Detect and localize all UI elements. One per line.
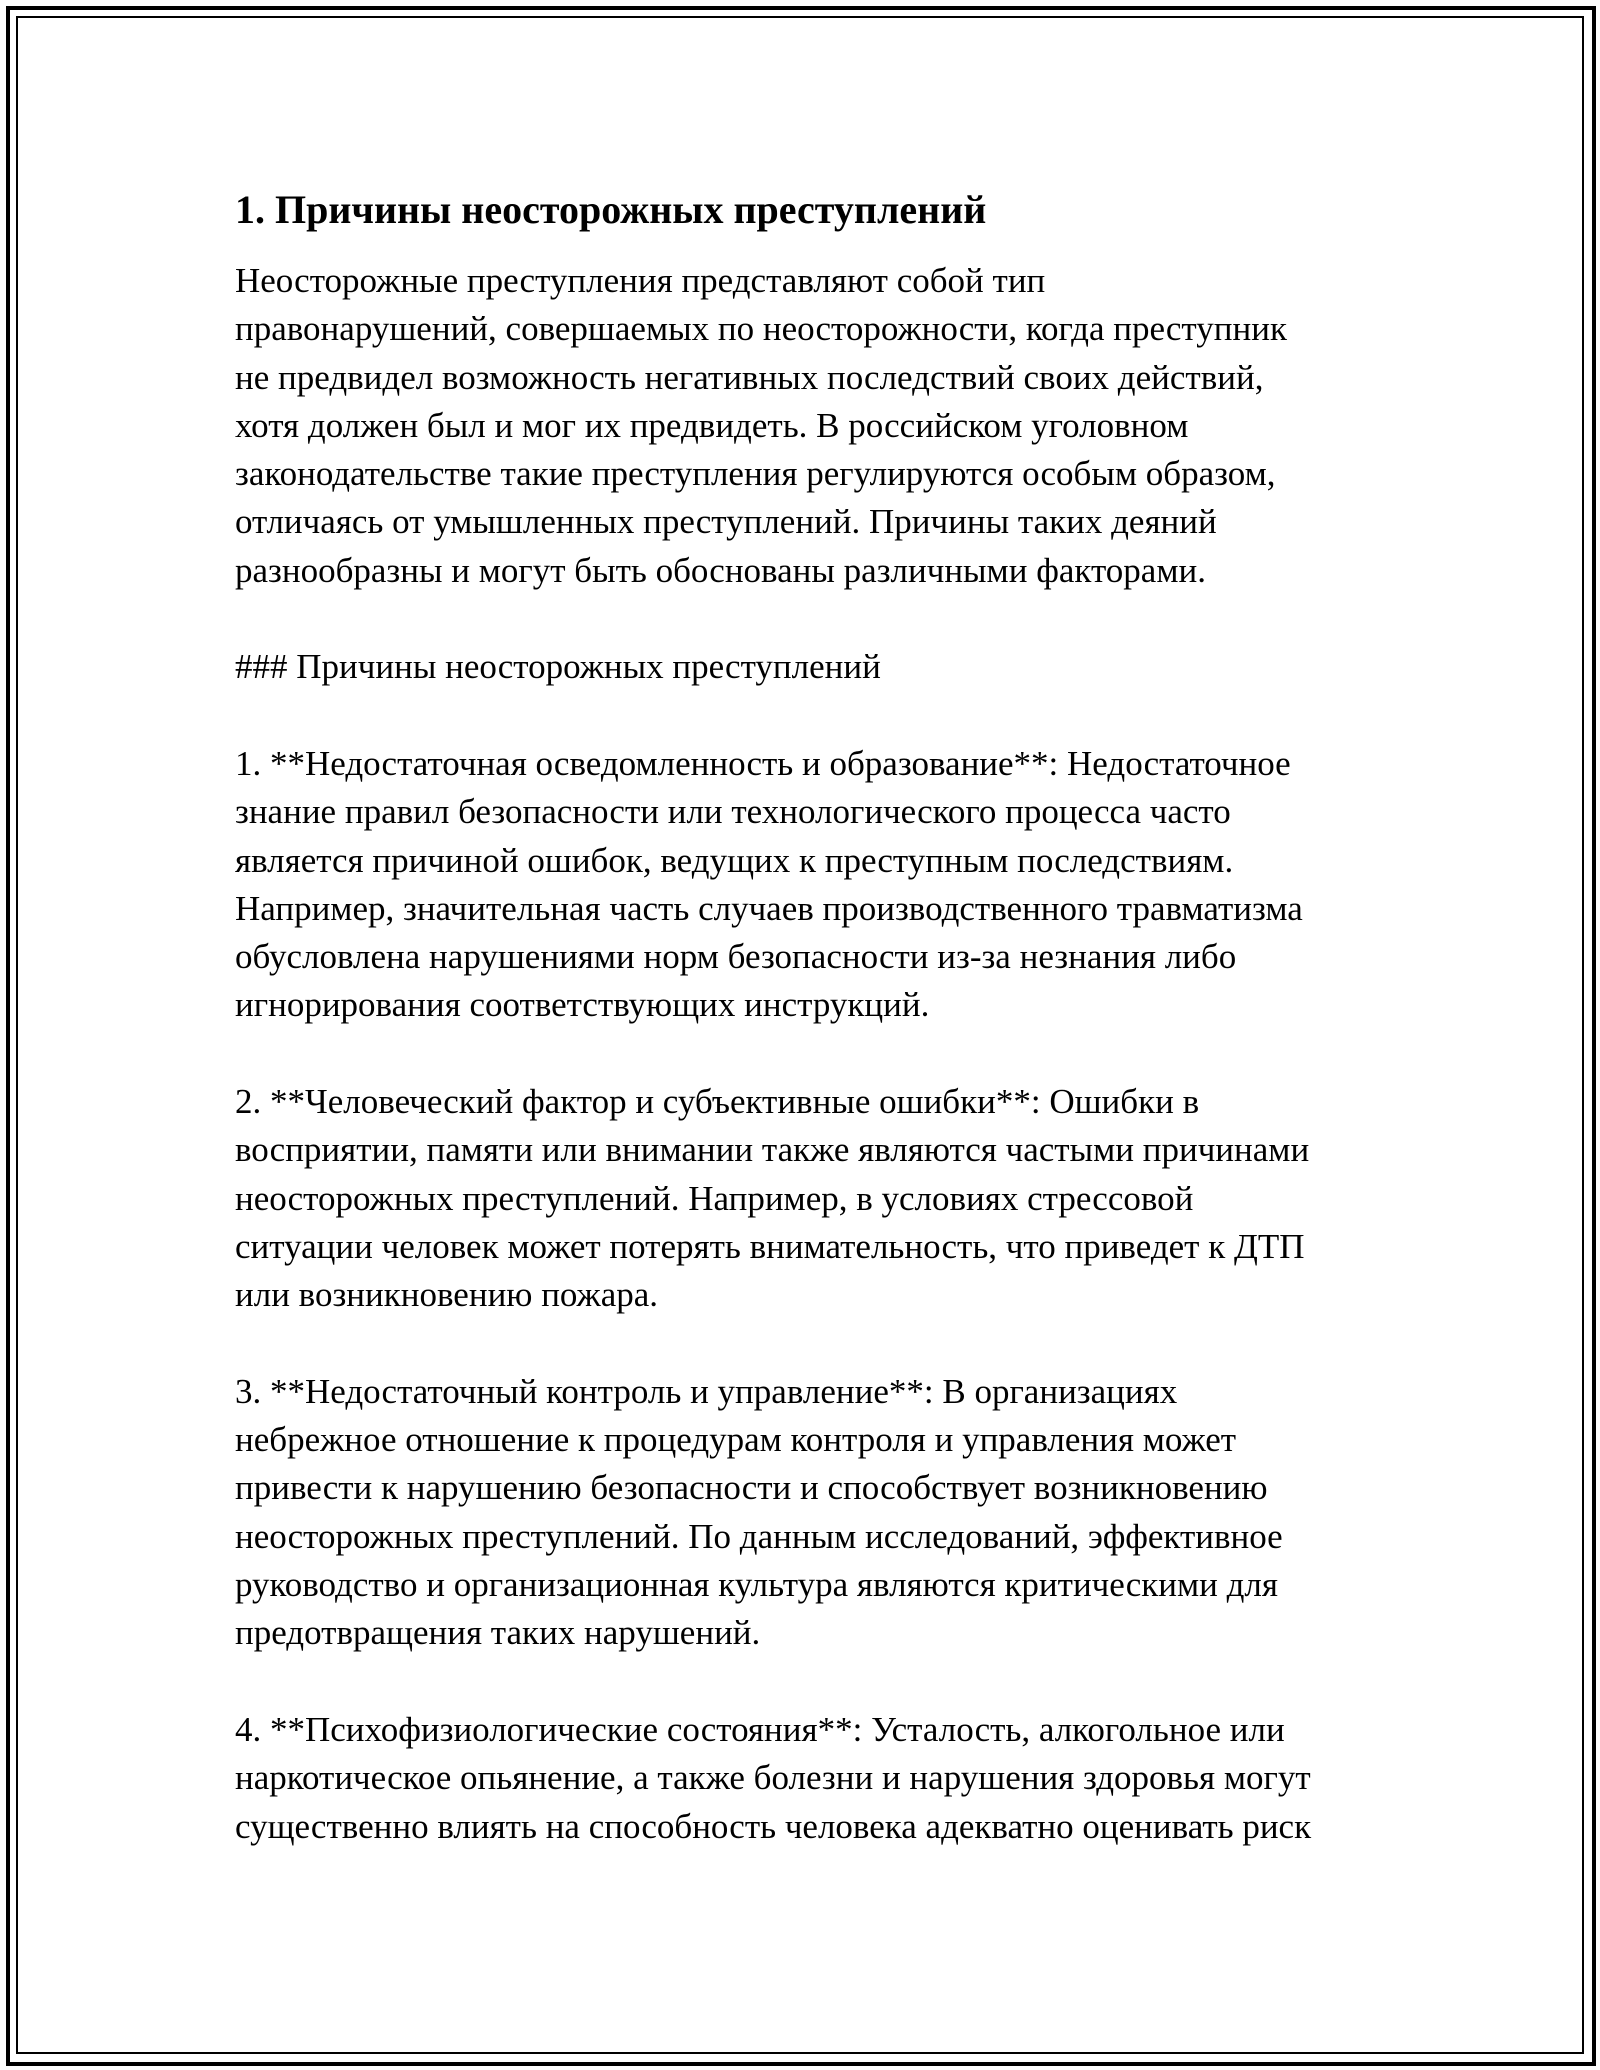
list-item-paragraph bbox=[235, 740, 1370, 1030]
text-line: существенно влиять на способность человека адекватно оценивать риск bbox=[235, 1806, 1312, 1846]
text-line: неосторожных преступлений. По данным исследований, эффективное bbox=[235, 1516, 1283, 1556]
text-line: разнообразны и могут быть обоснованы различными факторами. bbox=[235, 550, 1206, 590]
text-line: руководство и организационная культура являются критическими для bbox=[235, 1565, 1278, 1605]
text-line: не предвидел возможность негативных последствий своих действий, bbox=[235, 357, 1264, 397]
text-line: восприятии, памяти или внимании также являются частыми причинами bbox=[235, 1130, 1310, 1170]
text-line: Неосторожные преступления представляют собой тип bbox=[235, 261, 1046, 300]
text-line: привести к нарушению безопасности и способствует возникновению bbox=[235, 1468, 1268, 1508]
text-line: 3. **Недостаточный контроль и управление**: В организациях bbox=[235, 1371, 1178, 1411]
text-line: является причиной ошибок, ведущих к преступным последствиям. bbox=[235, 840, 1234, 880]
intro-paragraph bbox=[235, 257, 1370, 595]
text-line: 4. **Психофизиологические состояния**: Усталость, алкогольное или bbox=[235, 1709, 1285, 1749]
text-line: законодательстве такие преступления регулируются особым образом, bbox=[235, 454, 1276, 494]
text-line: или возникновению пожара. bbox=[235, 1275, 659, 1315]
subheading-paragraph bbox=[235, 643, 1370, 691]
text-line: ситуации человек может потерять внимательность, что приведет к ДТП bbox=[235, 1226, 1305, 1266]
text-line: неосторожных преступлений. Например, в условиях стрессовой bbox=[235, 1178, 1194, 1218]
document-body bbox=[235, 185, 1370, 1899]
text-line: небрежное отношение к процедурам контроля и управления может bbox=[235, 1420, 1237, 1460]
text-line: отличаясь от умышленных преступлений. Причины таких деяний bbox=[235, 502, 1217, 542]
text-line: ### Причины неосторожных преступлений bbox=[235, 647, 881, 687]
text-line: 2. **Человеческий фактор и субъективные ошибки**: Ошибки в bbox=[235, 1082, 1200, 1122]
text-line: обусловлена нарушениями норм безопасности из-за незнания либо bbox=[235, 937, 1237, 977]
text-line: хотя должен был и мог их предвидеть. В российском уголовном bbox=[235, 405, 1189, 445]
list-item-paragraph bbox=[235, 1078, 1370, 1319]
text-line: предотвращения таких нарушений. bbox=[235, 1613, 761, 1653]
list-item-paragraph bbox=[235, 1706, 1370, 1851]
text-line: игнорирования соответствующих инструкций. bbox=[235, 985, 930, 1025]
text-line: правонарушений, совершаемых по неосторожности, когда преступник bbox=[235, 309, 1287, 349]
text-line: Например, значительная часть случаев производственного травматизма bbox=[235, 888, 1303, 928]
text-line: знание правил безопасности или технологического процесса часто bbox=[235, 792, 1231, 832]
section-heading: 1. Причины неосторожных преступлений bbox=[235, 187, 987, 232]
text-line: наркотическое опьянение, а также болезни и нарушения здоровья могут bbox=[235, 1758, 1311, 1798]
list-item-paragraph bbox=[235, 1368, 1370, 1658]
text-line: 1. **Недостаточная осведомленность и образование**: Недостаточное bbox=[235, 743, 1291, 783]
